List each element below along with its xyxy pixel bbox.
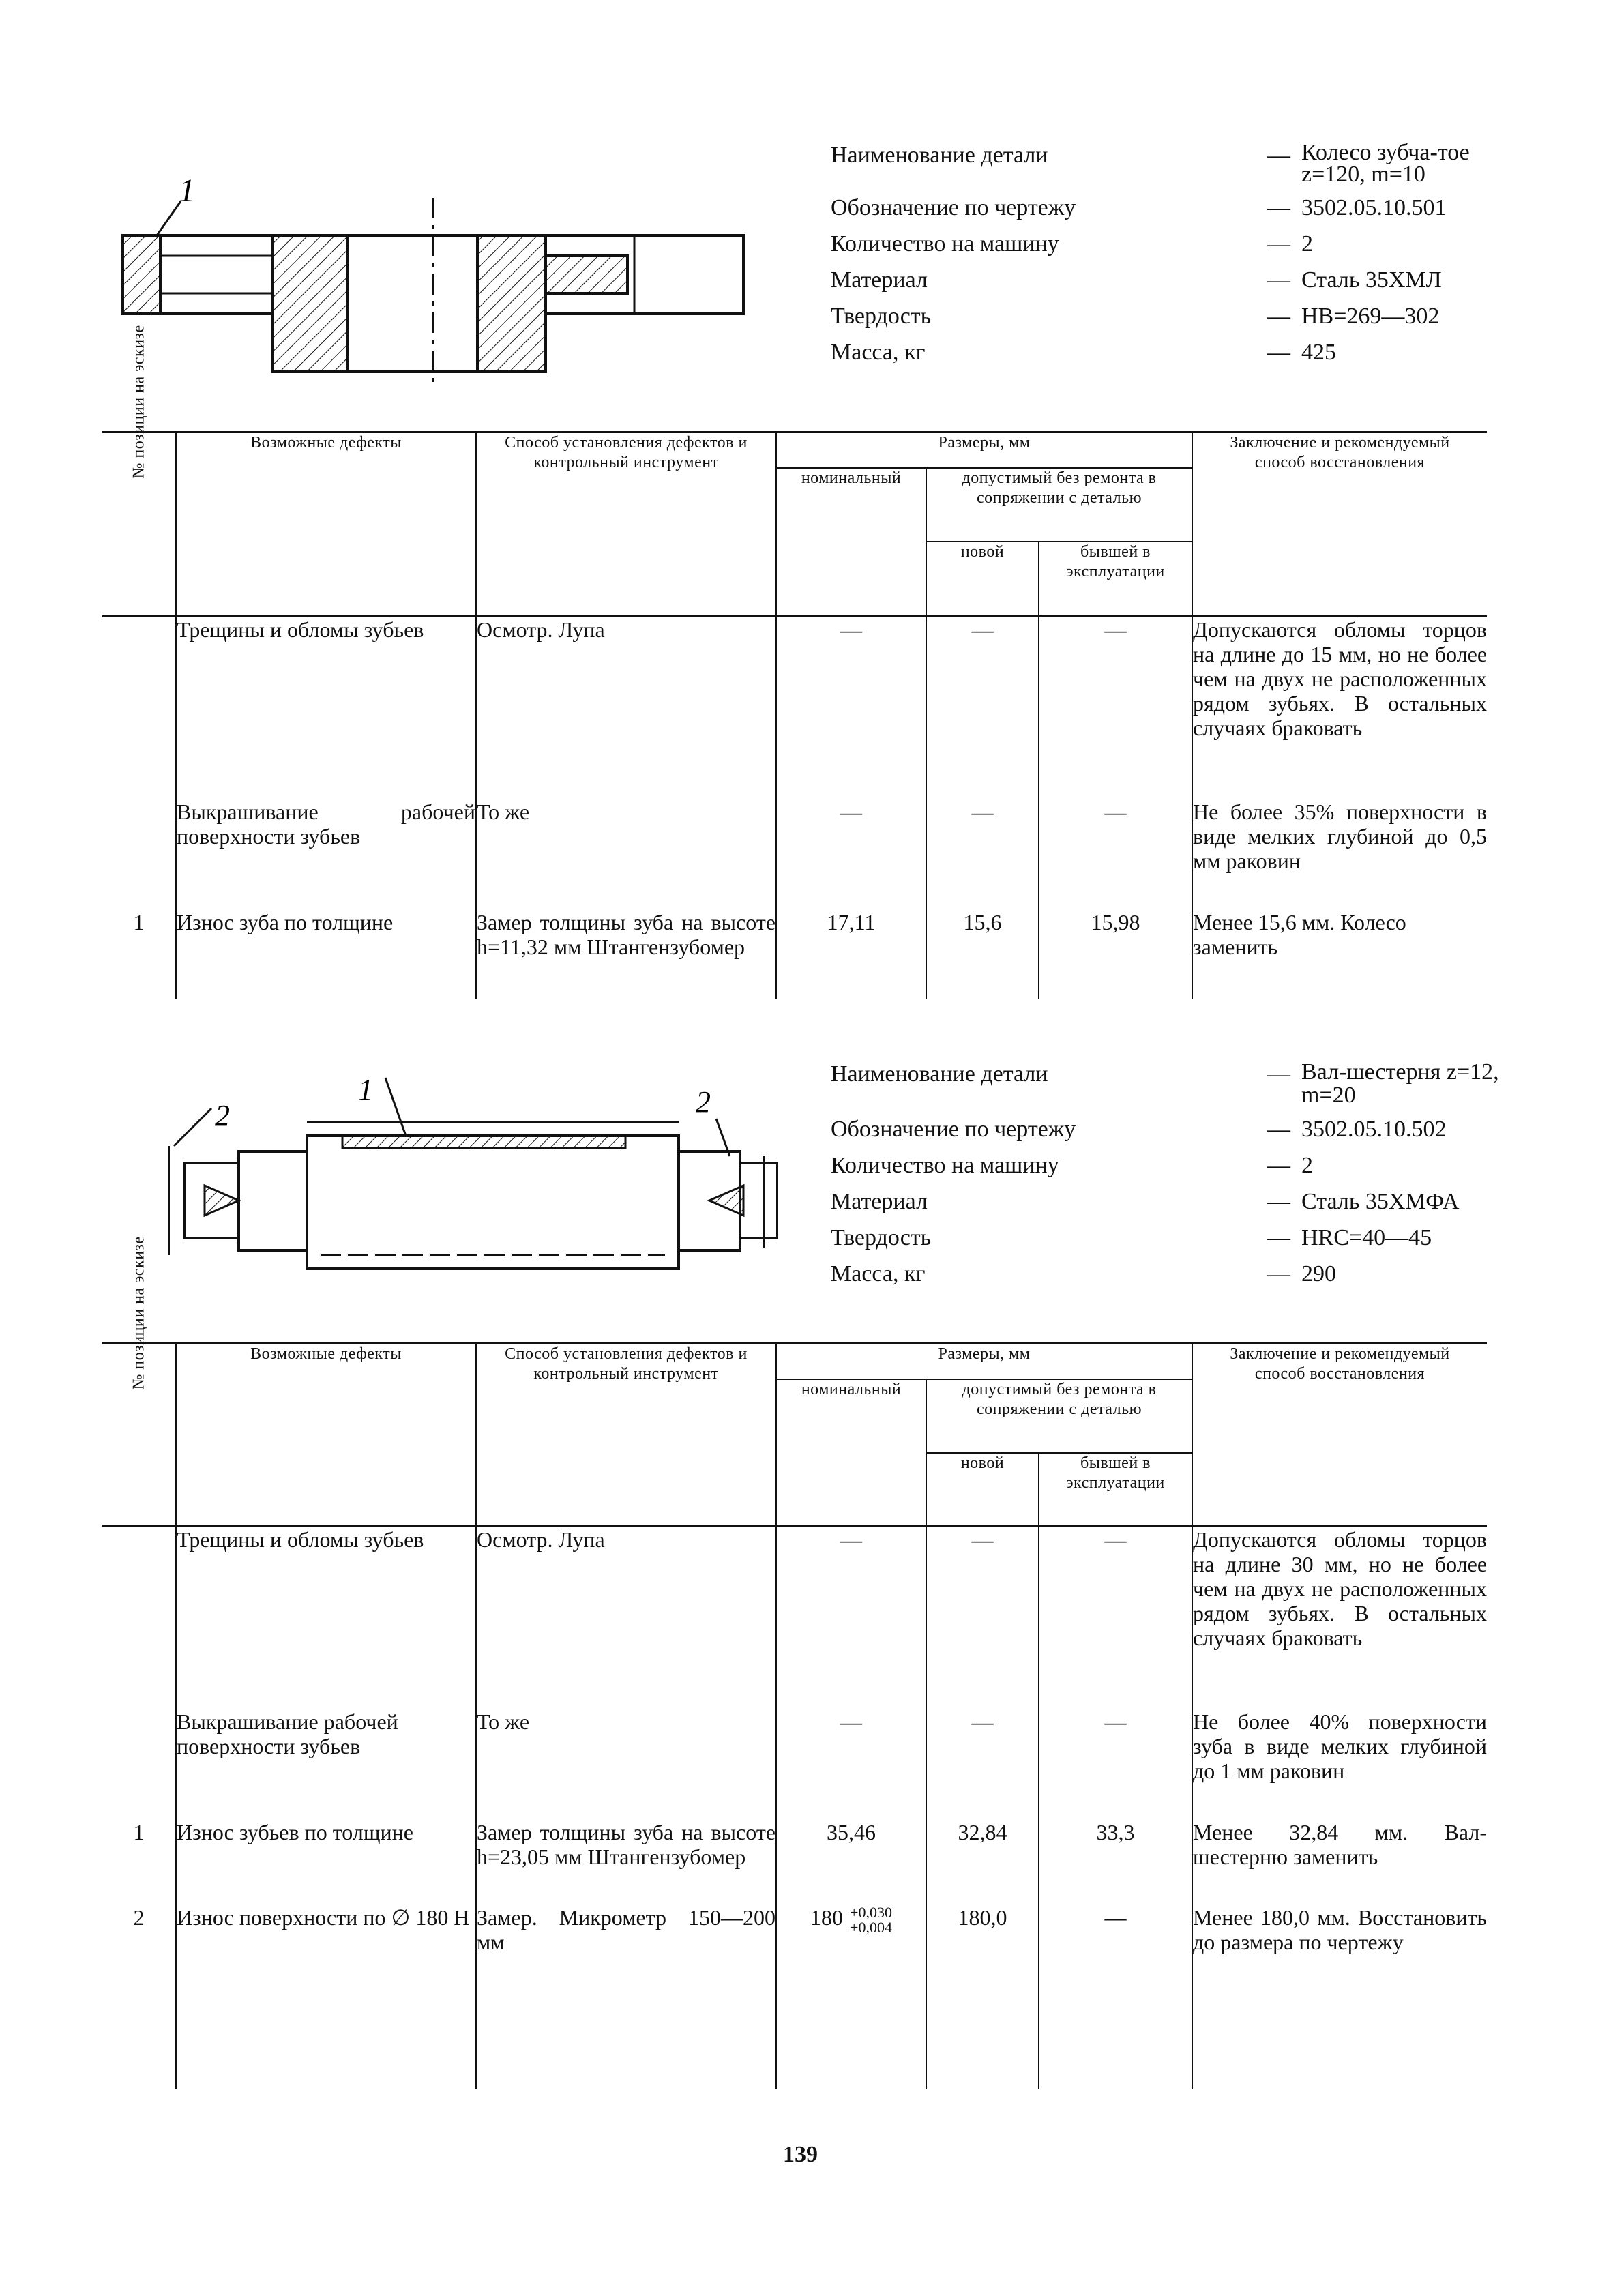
shaft-gear-drawing <box>164 1071 778 1303</box>
cell-pos: 1 <box>133 909 145 934</box>
property-label: Количество на машину <box>831 1153 1059 1178</box>
property-value: НВ=269—302 <box>1301 304 1440 329</box>
callout-label: 2 <box>696 1085 711 1119</box>
property-row <box>831 142 1526 186</box>
cell-nominal: — <box>776 1527 926 1709</box>
property-dash: — <box>1267 1261 1290 1286</box>
cell-used: — <box>1039 799 1192 910</box>
table-row <box>102 1527 1487 1709</box>
cell-nominal: 35,46 <box>776 1820 926 1905</box>
property-value: 2 <box>1301 1153 1313 1178</box>
header-defects: Возможные дефекты <box>176 1344 476 1527</box>
cell-method: То же <box>476 1709 776 1820</box>
property-value: Вал-шестерня z=12, m=20 <box>1301 1059 1499 1108</box>
tolerance-upper: +0,030 <box>850 1903 892 1921</box>
property-dash: — <box>1267 267 1290 293</box>
cell-method: Осмотр. Лупа <box>476 1527 776 1709</box>
property-row <box>831 1188 1526 1216</box>
page-number: 139 <box>783 2142 818 2167</box>
property-row <box>831 1116 1526 1143</box>
property-value: Сталь 35ХМФА <box>1301 1189 1460 1214</box>
cell-method: Замер толщины зуба на высоте h=23,05 мм Штангензубомер <box>476 1820 776 1905</box>
cell-pos: 1 <box>133 1819 145 1844</box>
callout-label: 2 <box>215 1099 230 1132</box>
cell-conclusion: Не более 35% поверхности в виде мелких глубиной до 0,5 мм раковин <box>1192 799 1487 910</box>
property-label: Наименование детали <box>831 1061 1048 1087</box>
cell-used: — <box>1039 1709 1192 1820</box>
cell-conclusion: Менее 15,6 мм. Колесо заменить <box>1192 910 1487 999</box>
property-row <box>831 194 1526 222</box>
cell-conclusion: Не более 40% поверхности зуба в виде мелких глубиной до 1 мм раковин <box>1192 1709 1487 1820</box>
cell-method: Замер толщины зуба на высоте h=11,32 мм Штангензубомер <box>476 910 776 999</box>
property-label: Масса, кг <box>831 1261 926 1286</box>
cell-new: — <box>926 1709 1039 1820</box>
property-value: 3502.05.10.502 <box>1301 1117 1447 1142</box>
table-row <box>102 910 1487 999</box>
property-row <box>831 1224 1526 1252</box>
cell-defect: Износ зубьев по толщине <box>176 1820 476 1905</box>
cell-nominal: — <box>776 799 926 910</box>
property-value: 2 <box>1301 231 1313 256</box>
property-label: Твердость <box>831 1225 932 1250</box>
header-conclusion: Заключение и рекомендуемый способ восстановления <box>1192 432 1487 617</box>
cell-pos <box>102 799 176 910</box>
cell-pos <box>102 1709 176 1820</box>
cell-defect: Выкрашивание рабочей поверхности зубьев <box>176 799 476 910</box>
nominal-value: 180 <box>810 1904 844 1930</box>
table-row <box>102 799 1487 910</box>
gear-wheel-drawing <box>102 171 764 396</box>
property-value: Сталь 35ХМЛ <box>1301 267 1442 293</box>
property-dash: — <box>1267 1225 1290 1250</box>
cell-used: 33,3 <box>1039 1820 1192 1905</box>
property-dash: — <box>1267 143 1290 168</box>
cell-new: 32,84 <box>926 1820 1039 1905</box>
property-value: HRC=40—45 <box>1301 1225 1432 1250</box>
property-label: Обозначение по чертежу <box>831 195 1076 220</box>
property-row <box>831 1061 1526 1107</box>
table-header-row <box>102 432 1487 468</box>
cell-defect: Износ поверхности по ∅ 180 Н <box>176 1905 476 2089</box>
property-row <box>831 231 1526 258</box>
header-allowed: допустимый без ремонта в сопряжении с деталью <box>926 468 1192 542</box>
header-pos: № позиции на эскизе <box>130 1236 148 1390</box>
table-row <box>102 1709 1487 1820</box>
cell-defect: Трещины и обломы зубьев <box>176 1527 476 1709</box>
header-method: Способ установления дефектов и контрольный инструмент <box>476 432 776 617</box>
property-row <box>831 1152 1526 1179</box>
cell-conclusion: Менее 32,84 мм. Вал-шестерню заменить <box>1192 1820 1487 1905</box>
callout-label: 1 <box>358 1073 373 1106</box>
cell-defect: Выкрашивание рабочей поверхности зубьев <box>176 1709 476 1820</box>
cell-new: — <box>926 617 1039 799</box>
header-defects: Возможные дефекты <box>176 432 476 617</box>
property-label: Материал <box>831 1189 928 1214</box>
property-dash: — <box>1267 1189 1290 1214</box>
property-row <box>831 339 1526 366</box>
header-pos: № позиции на эскизе <box>130 325 148 479</box>
property-dash: — <box>1267 195 1290 220</box>
header-new: новой <box>926 542 1039 617</box>
property-row <box>831 1261 1526 1288</box>
property-label: Материал <box>831 267 928 293</box>
callout-label: 1 <box>179 173 195 209</box>
table-row <box>102 1820 1487 1905</box>
cell-used: — <box>1039 1905 1192 2089</box>
property-dash: — <box>1267 1117 1290 1142</box>
property-row <box>831 267 1526 294</box>
cell-defect: Износ зуба по толщине <box>176 910 476 999</box>
property-dash: — <box>1267 1061 1290 1087</box>
table-row <box>102 1905 1487 2089</box>
header-sizes: Размеры, мм <box>776 432 1192 468</box>
part2-properties <box>831 1061 1526 1297</box>
cell-new: — <box>926 1527 1039 1709</box>
cell-conclusion: Допускаются обломы торцов на длине 30 мм, но не более чем на двух не расположенных рядом зубьях. В остальных случаях браковать <box>1192 1527 1487 1709</box>
cell-new: 180,0 <box>926 1905 1039 2089</box>
header-new: новой <box>926 1453 1039 1527</box>
header-used: бывшей в эксплуатации <box>1039 542 1192 617</box>
tolerance <box>850 1905 892 1935</box>
table-header-row <box>102 1344 1487 1379</box>
property-dash: — <box>1267 340 1290 365</box>
property-row <box>831 303 1526 330</box>
cell-used: 15,98 <box>1039 910 1192 999</box>
header-method: Способ установления дефектов и контрольный инструмент <box>476 1344 776 1527</box>
property-label: Твердость <box>831 304 932 329</box>
tolerance-lower: +0,004 <box>850 1918 892 1936</box>
cell-used: — <box>1039 617 1192 799</box>
property-dash: — <box>1267 304 1290 329</box>
property-value: 3502.05.10.501 <box>1301 195 1447 220</box>
property-label: Обозначение по чертежу <box>831 1117 1076 1142</box>
header-sizes: Размеры, мм <box>776 1344 1192 1379</box>
cell-method: Замер. Микрометр 150—200 мм <box>476 1905 776 2089</box>
cell-pos <box>102 1527 176 1709</box>
header-used: бывшей в эксплуатации <box>1039 1453 1192 1527</box>
cell-nominal: 17,11 <box>776 910 926 999</box>
header-allowed: допустимый без ремонта в сопряжении с деталью <box>926 1379 1192 1453</box>
header-conclusion: Заключение и рекомендуемый способ восстановления <box>1192 1344 1487 1527</box>
cell-conclusion: Менее 180,0 мм. Восстановить до размера по чертежу <box>1192 1905 1487 2089</box>
header-nominal: номинальный <box>776 1379 926 1527</box>
property-value: 290 <box>1301 1261 1336 1286</box>
property-label: Количество на машину <box>831 231 1059 256</box>
cell-new: — <box>926 799 1039 910</box>
cell-pos: 2 <box>133 1904 145 1930</box>
cell-method: То же <box>476 799 776 910</box>
property-label: Наименование детали <box>831 143 1048 168</box>
cell-nominal: — <box>776 1709 926 1820</box>
cell-nominal <box>776 1905 926 2089</box>
property-dash: — <box>1267 231 1290 256</box>
cell-pos <box>102 617 176 799</box>
cell-conclusion: Допускаются обломы торцов на длине до 15 мм, но не более чем на двух не расположенных рядом зубьях. В остальных случаях браковать <box>1192 617 1487 799</box>
cell-defect: Трещины и обломы зубьев <box>176 617 476 799</box>
property-dash: — <box>1267 1153 1290 1178</box>
cell-used: — <box>1039 1527 1192 1709</box>
part1-properties <box>831 142 1526 375</box>
property-label: Масса, кг <box>831 340 926 365</box>
cell-method: Осмотр. Лупа <box>476 617 776 799</box>
header-nominal: номинальный <box>776 468 926 617</box>
cell-nominal: — <box>776 617 926 799</box>
property-value: 425 <box>1301 340 1336 365</box>
property-value: Колесо зубча-тое z=120, m=10 <box>1301 140 1470 187</box>
cell-new: 15,6 <box>926 910 1039 999</box>
table-row <box>102 617 1487 799</box>
